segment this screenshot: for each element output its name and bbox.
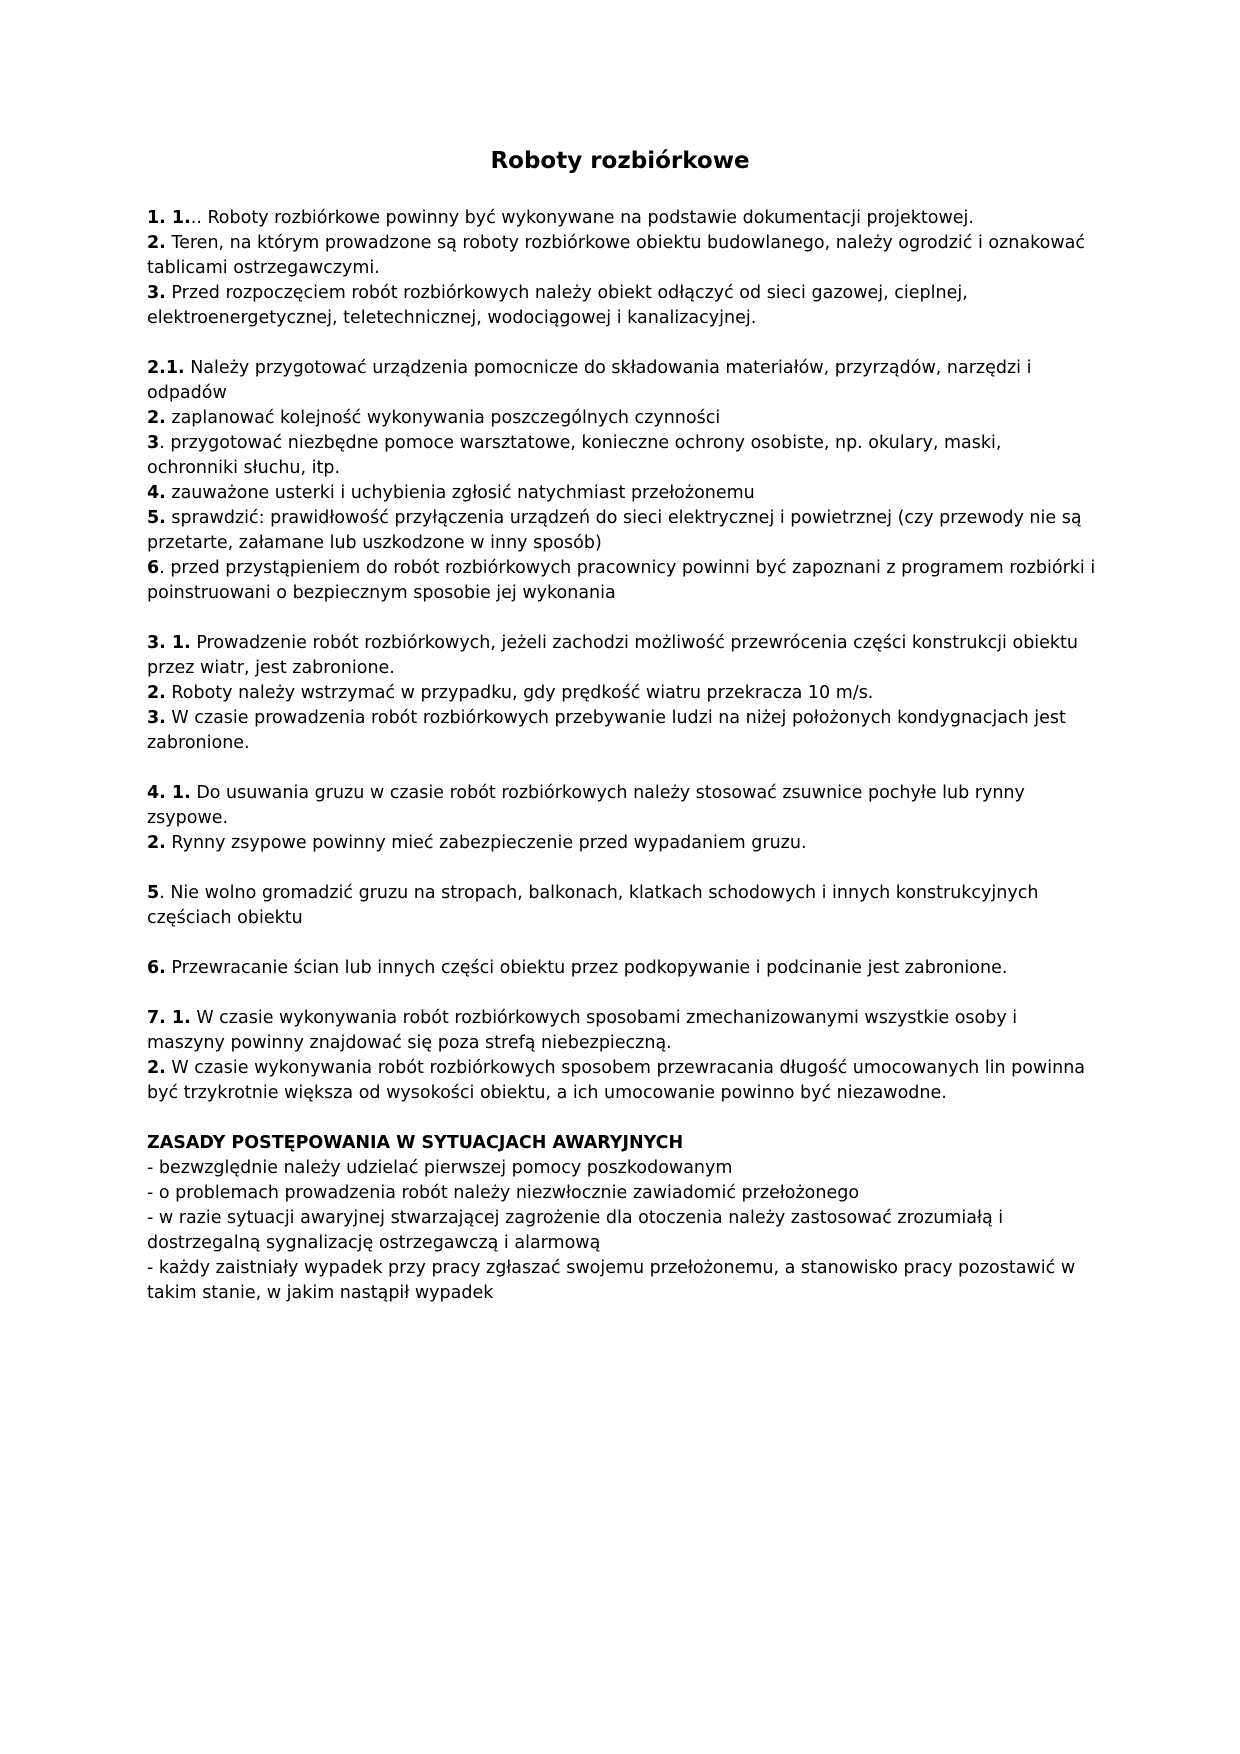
list-item bbox=[147, 781, 1097, 831]
list-item bbox=[147, 706, 1097, 756]
item-text: sprawdzić: prawidłowość przyłączenia urządzeń do sieci elektrycznej i powietrznej (czy przewody nie są przetarte, załamane lub uszkodzone w inny sposób) bbox=[147, 508, 1082, 553]
item-text: zaplanować kolejność wykonywania poszczególnych czynności bbox=[165, 408, 721, 428]
item-text: W czasie wykonywania robót rozbiórkowych sposobem przewracania długość umocowanych lin powinna być trzykrotnie większa od wysokości obiektu, a ich umocowanie powinno być niezawodne. bbox=[147, 1058, 1086, 1103]
item-number: 2. bbox=[147, 408, 166, 428]
item-text: W czasie wykonywania robót rozbiórkowych sposobami zmechanizowanymi wszystkie osoby i maszyny powinny znajdować się poza strefą niebezpieczną. bbox=[147, 1008, 1018, 1053]
item-number: 2. bbox=[147, 683, 166, 703]
list-item bbox=[147, 231, 1097, 281]
list-item bbox=[147, 481, 1097, 506]
section-7 bbox=[147, 1006, 1097, 1106]
section-4 bbox=[147, 781, 1097, 856]
item-text: .. Roboty rozbiórkowe powinny być wykonywane na podstawie dokumentacji projektowej. bbox=[190, 208, 974, 228]
document-body bbox=[147, 206, 1097, 1331]
list-item bbox=[147, 881, 1097, 931]
item-number: 6. bbox=[147, 958, 166, 978]
item-number: 3. 1. bbox=[147, 633, 191, 653]
list-item bbox=[147, 206, 1097, 231]
list-item bbox=[147, 956, 1097, 981]
item-number: 4. bbox=[147, 483, 166, 503]
list-item bbox=[147, 831, 1097, 856]
list-item bbox=[147, 681, 1097, 706]
list-item bbox=[147, 631, 1097, 681]
item-number: 2.1. bbox=[147, 358, 185, 378]
section-5 bbox=[147, 881, 1097, 931]
section-3 bbox=[147, 631, 1097, 756]
item-number: 1. 1. bbox=[147, 208, 191, 228]
item-text: Przed rozpoczęciem robót rozbiórkowych należy obiekt odłączyć od sieci gazowej, cieplnej, elektroenergetycznej, teletechnicznej, wodociągowej i kanalizacyjnej. bbox=[147, 283, 968, 328]
emergency-item: - o problemach prowadzenia robót należy niezwłocznie zawiadomić przełożonego bbox=[147, 1183, 860, 1203]
section-2 bbox=[147, 356, 1097, 606]
item-number: 2. bbox=[147, 1058, 166, 1078]
item-number: 5 bbox=[147, 883, 160, 903]
list-item bbox=[147, 406, 1097, 431]
item-text: Do usuwania gruzu w czasie robót rozbiórkowych należy stosować zsuwnice pochyłe lub rynny zsypowe. bbox=[147, 783, 1025, 828]
item-text: Prowadzenie robót rozbiórkowych, jeżeli zachodzi możliwość przewrócenia części konstrukcji obiektu przez wiatr, jest zabronione. bbox=[147, 633, 1079, 678]
item-text: Rynny zsypowe powinny mieć zabezpieczenie przed wypadaniem gruzu. bbox=[165, 833, 807, 853]
item-number: 3 bbox=[147, 433, 160, 453]
item-text: . przed przystąpieniem do robót rozbiórkowych pracownicy powinni być zapoznani z programem rozbiórki i poinstruowani o bezpiecznym sposobie jej wykonania bbox=[147, 558, 1096, 603]
emergency-item: - bezwzględnie należy udzielać pierwszej pomocy poszkodowanym bbox=[147, 1158, 733, 1178]
item-number: 7. 1. bbox=[147, 1008, 191, 1028]
emergency-item: - w razie sytuacji awaryjnej stwarzającej zagrożenie dla otoczenia należy zastosować zrozumiałą i dostrzegalną sygnalizację ostrzegawczą i alarmową bbox=[147, 1208, 1004, 1253]
item-text: . Nie wolno gromadzić gruzu na stropach, balkonach, klatkach schodowych i innych konstrukcyjnych częściach obiektu bbox=[147, 883, 1039, 928]
item-number: 3. bbox=[147, 283, 166, 303]
item-number: 5. bbox=[147, 508, 166, 528]
list-item bbox=[147, 1006, 1097, 1056]
section-1 bbox=[147, 206, 1097, 331]
list-item bbox=[147, 281, 1097, 331]
list-item bbox=[147, 556, 1097, 606]
item-text: zauważone usterki i uchybienia zgłosić natychmiast przełożonemu bbox=[165, 483, 755, 503]
item-number: 2. bbox=[147, 233, 166, 253]
item-text: Należy przygotować urządzenia pomocnicze do składowania materiałów, przyrządów, narzędzi i odpadów bbox=[147, 358, 1032, 403]
item-text: Roboty należy wstrzymać w przypadku, gdy prędkość wiatru przekracza 10 m/s. bbox=[165, 683, 874, 703]
item-number: 2. bbox=[147, 833, 166, 853]
item-number: 6 bbox=[147, 558, 160, 578]
item-text: Przewracanie ścian lub innych części obiektu przez podkopywanie i podcinanie jest zabronione. bbox=[165, 958, 1008, 978]
list-item bbox=[147, 356, 1097, 406]
item-text: W czasie prowadzenia robót rozbiórkowych przebywanie ludzi na niżej położonych kondygnacjach jest zabronione. bbox=[147, 708, 1066, 753]
item-number: 4. 1. bbox=[147, 783, 191, 803]
list-item bbox=[147, 506, 1097, 556]
document-title: Roboty rozbiórkowe bbox=[490, 148, 750, 174]
item-text: . przygotować niezbędne pomoce warsztatowe, konieczne ochrony osobiste, np. okulary, maski, ochronniki słuchu, itp. bbox=[147, 433, 1002, 478]
emergency-item: - każdy zaistniały wypadek przy pracy zgłaszać swojemu przełożonemu, a stanowisko pracy pozostawić w takim stanie, w jakim nastąpił wypadek bbox=[147, 1258, 1076, 1303]
emergency-section bbox=[147, 1131, 1097, 1306]
item-number: 3. bbox=[147, 708, 166, 728]
section-6 bbox=[147, 956, 1097, 981]
item-text: Teren, na którym prowadzone są roboty rozbiórkowe obiektu budowlanego, należy ogrodzić i oznakować tablicami ostrzegawczymi. bbox=[147, 233, 1085, 278]
list-item bbox=[147, 431, 1097, 481]
list-item bbox=[147, 1056, 1097, 1106]
emergency-heading: ZASADY POSTĘPOWANIA W SYTUACJACH AWARYJNYCH bbox=[147, 1133, 684, 1153]
